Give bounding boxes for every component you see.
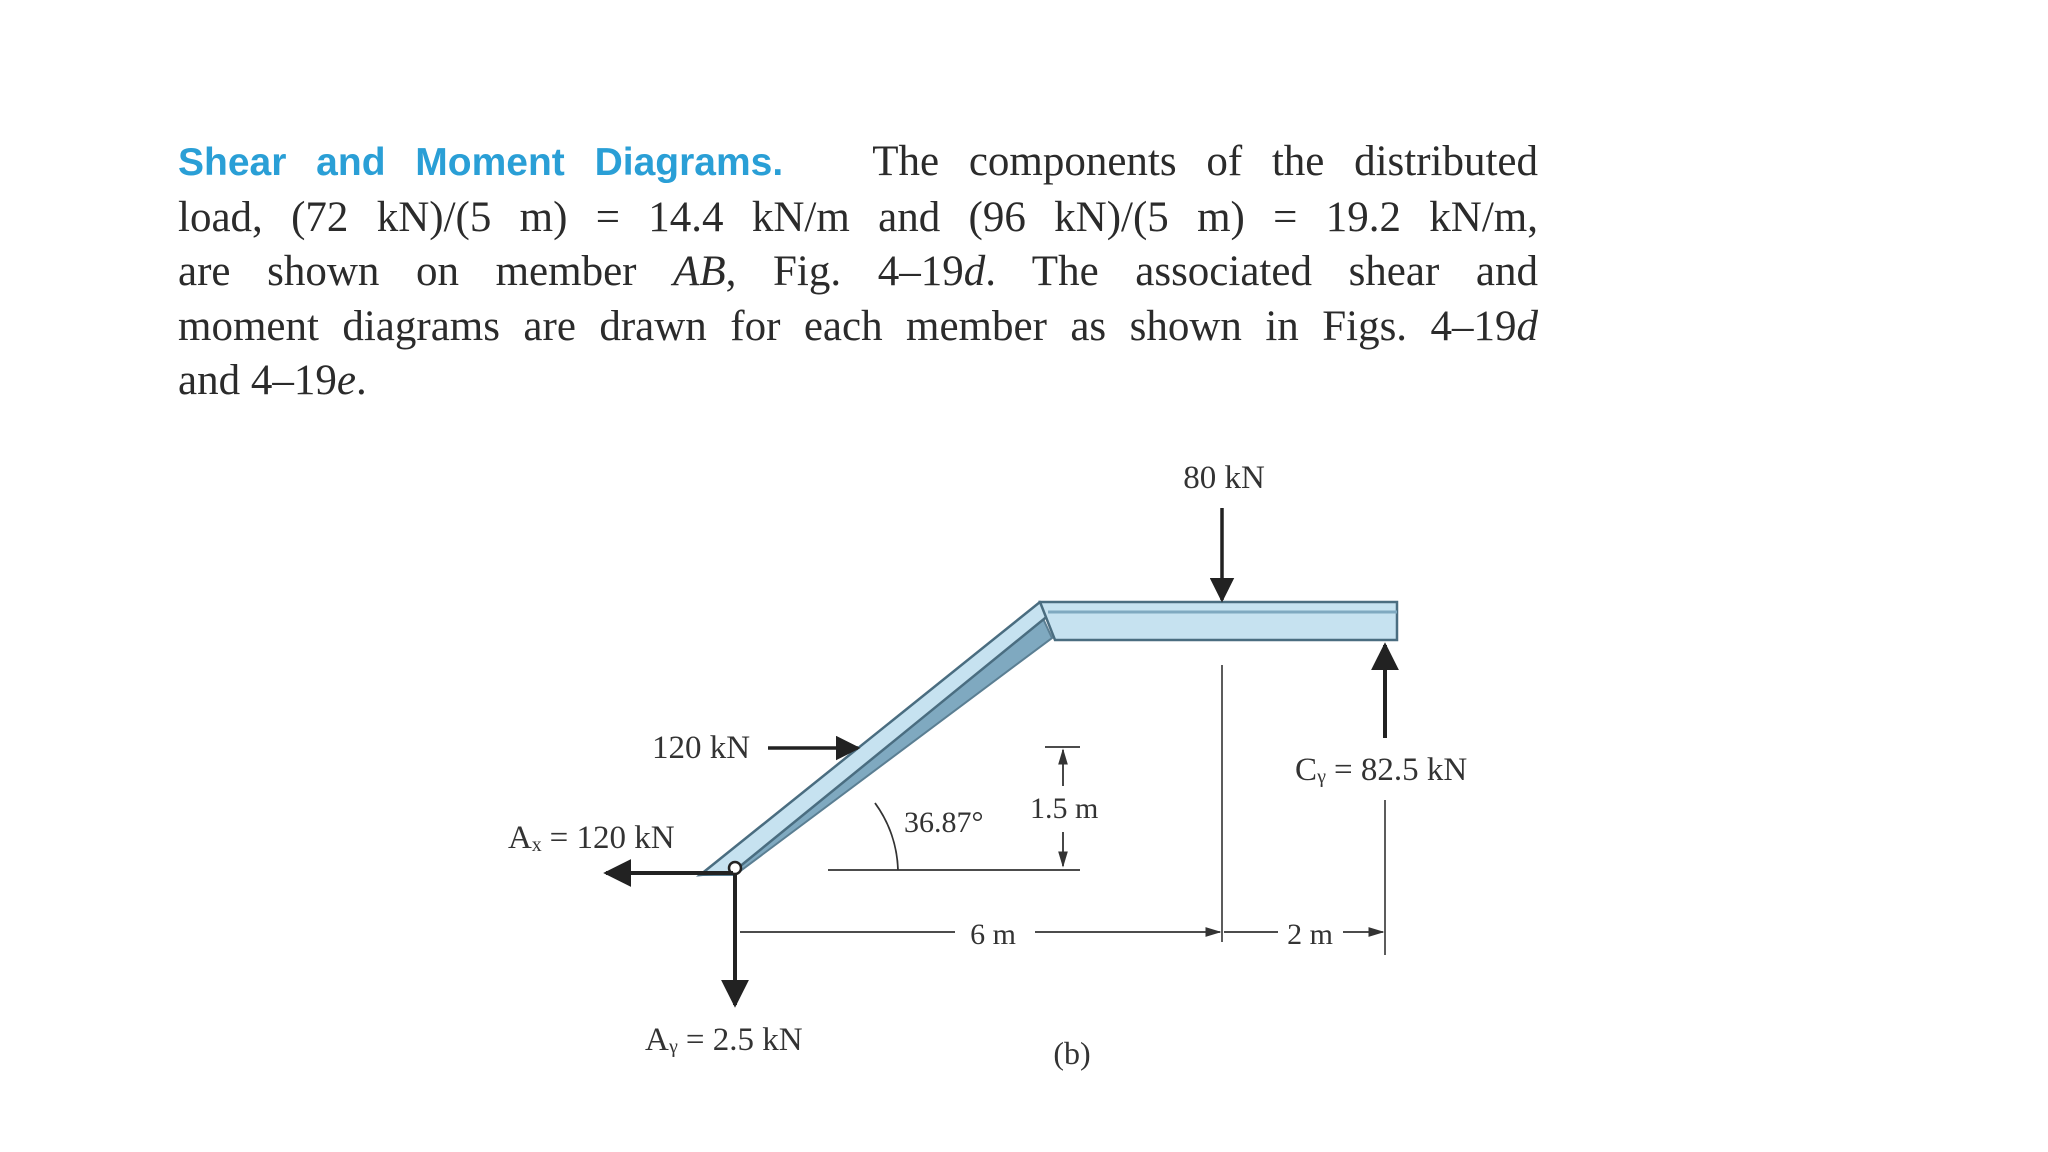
rise-dim-label: 1.5 m — [1030, 792, 1099, 825]
line-5-part-b: . — [355, 357, 367, 404]
reaction-ay-label: Aᵧ = 2.5 kN — [645, 1022, 803, 1058]
angle-label: 36.87° — [904, 806, 984, 839]
figure-caption: (b) — [1053, 1035, 1091, 1071]
paragraph-line-1-text: The components of the distributed — [872, 138, 1538, 185]
line-3-part-a: are shown on member — [178, 248, 674, 295]
paragraph-line-2: load, (72 kN)/(5 m) = 14.4 kN/m and (96 kN)/(5 m) = 19.2 kN/m, — [178, 193, 1538, 241]
member-bc-face — [1040, 602, 1397, 640]
angle-arc — [875, 803, 898, 870]
figure-letter-d: d — [963, 248, 986, 295]
line-4-part-a: moment diagrams are drawn for each member as shown in Figs. 4–19 — [178, 302, 1517, 350]
member-ab-face — [700, 602, 1055, 875]
load-80kn-label: 80 kN — [1183, 460, 1265, 496]
span-6m-label: 6 m — [970, 918, 1016, 951]
line-3-part-c: . The associated shear and — [985, 248, 1538, 295]
member-ab — [700, 602, 1055, 875]
member-bc — [1040, 602, 1397, 640]
reaction-ax-label: Aₓ = 120 kN — [508, 820, 675, 856]
line-3-part-b: , Fig. 4–19 — [725, 248, 964, 295]
section-heading: Shear and Moment Diagrams. — [178, 141, 784, 184]
span-2m-label: 2 m — [1287, 918, 1333, 951]
member-label: AB — [673, 248, 726, 295]
figure-letter-e: e — [336, 357, 356, 404]
reaction-cy-label: Cᵧ = 82.5 kN — [1295, 752, 1468, 788]
figure-letter-d-2: d — [1516, 302, 1538, 350]
line-5-part-a: and 4–19 — [178, 357, 337, 404]
load-120kn-label: 120 kN — [652, 730, 751, 766]
